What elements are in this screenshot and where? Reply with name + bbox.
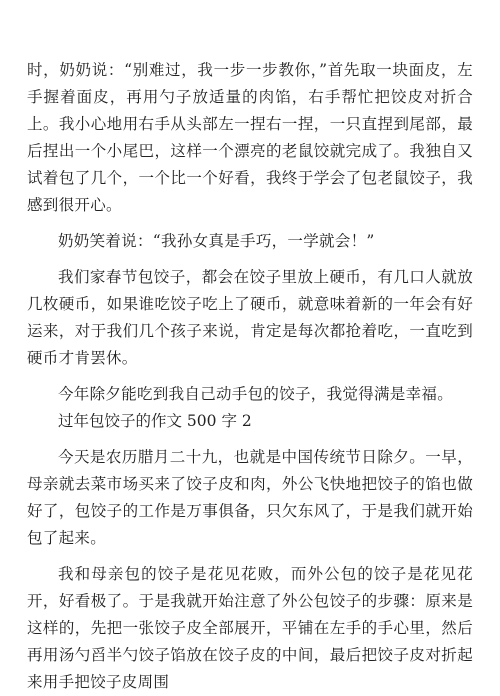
paragraph-4: 今年除夕能吃到我自己动手包的饺子，我觉得满是幸福。 — [58, 385, 454, 403]
paragraph-3: 我们家春节包饺子，都会在饺子里放上硬币，有几口人就放几枚硬币，如果谁吃饺子吃上了硬币，就意味着新的一年会有好运来，对于我们几个孩子来说，肯定是每次都抢着吃，一直吃到硬币才肯罢休。 — [27, 268, 473, 367]
paragraph-6: 今天是农历腊月二十九，也就是中国传统节日除夕。一早，母亲就去菜市场买来了饺子皮和肉，外公飞快地把饺子的馅也做好了，包饺子的工作是万事俱备，只欠东风了，于是我们就开始包了起来。 — [27, 448, 473, 547]
paragraph-7: 我和母亲包的饺子是花见花败，而外公包的饺子是花见花开，好看极了。于是我就开始注意了外公包饺子的步骤：原来是这样的，先把一张饺子皮全部展开，平铺在左手的手心里，然后再用汤勺舀半勺饺子馅放在饺子皮的中间，最后把饺子皮对折起来用手把饺子皮周围 — [27, 565, 473, 691]
essay-title: 过年包饺子的作文 500 字 2 — [58, 412, 252, 430]
paragraph-1: 时，奶奶说：“别难过，我一步一步教你，”首先取一块面皮，左手握着面皮，再用勺子放适量的肉馅，右手帮忙把饺皮对折合上。我小心地用右手从头部左一捏右一捏，一只直捏到尾部，最后捏出一个小尾巴，这样一个漂亮的老鼠饺就完成了。我独自又试着包了几个，一个比一个好看，我终于学会了包老鼠饺子，我感到很开心。 — [27, 61, 473, 214]
document-body — [27, 57, 473, 696]
paragraph-2: 奶奶笑着说：“我孙女真是手巧，一学就会！” — [58, 232, 375, 250]
